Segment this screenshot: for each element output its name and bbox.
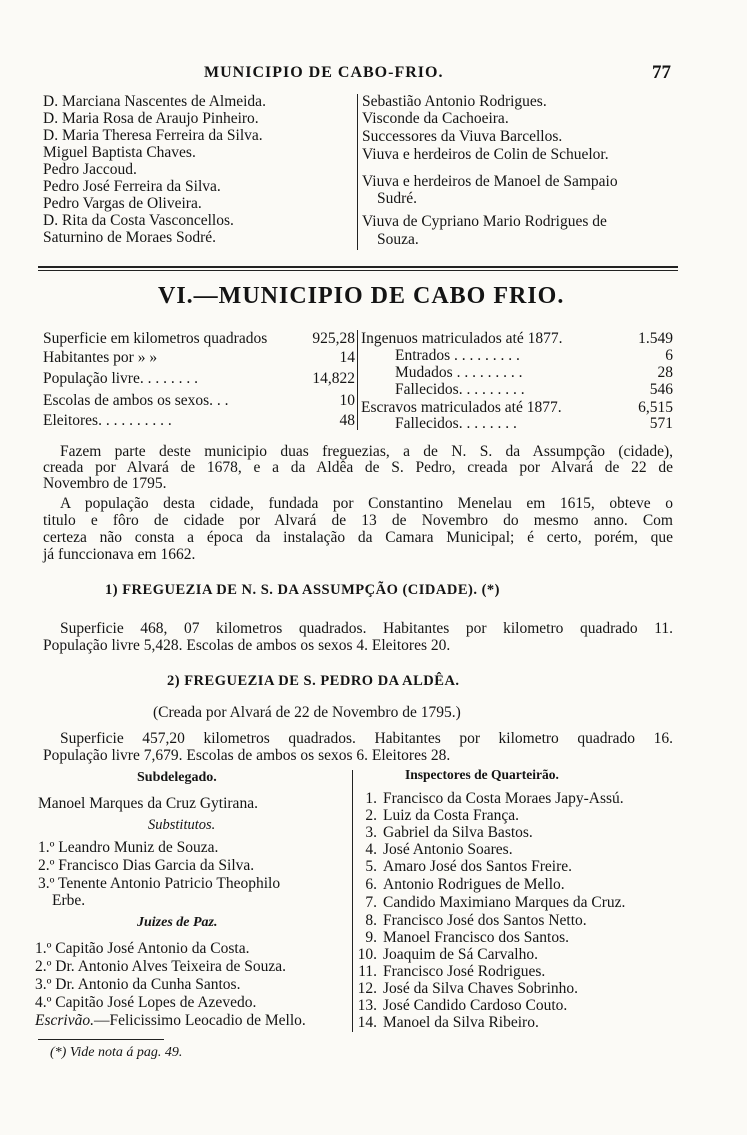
inspector-number: 6. [365, 876, 377, 893]
stat-label: Superficie em kilometros quadrados [43, 330, 268, 347]
inspector-number: 11. [358, 963, 377, 980]
freguezia-1-line: Superficie 468, 07 kilometros quadrados. Habitantes por kilometro quadrado 11. [60, 620, 673, 637]
escrivao-line [35, 1012, 306, 1029]
inspector-name: José Candido Cardoso Couto. [383, 997, 568, 1014]
inspector-name: Candido Maximiano Marques da Cruz. [383, 894, 626, 911]
paragraph-line: Fazem parte deste municipio duas freguezias, a de N. S. da Assumpção (cidade), [60, 443, 673, 460]
inspector-item [355, 807, 519, 824]
stat-row [43, 330, 355, 347]
running-header-title: MUNICIPIO DE CABO-FRIO. [204, 64, 444, 81]
page-number: 77 [652, 62, 671, 83]
inspector-item [355, 841, 513, 858]
subdelegado-name: Manoel Marques da Cruz Gytirana. [38, 795, 258, 812]
footnote-rule [38, 1039, 164, 1040]
stat-row [43, 392, 355, 409]
juiz-item: 3.º Dr. Antonio da Cunha Santos. [35, 976, 241, 993]
inspector-item [355, 929, 569, 946]
stat-value: 10 [339, 392, 355, 409]
inspector-number: 14. [357, 1014, 377, 1031]
stat-value: 14 [339, 349, 355, 366]
list-item: D. Maria Theresa Ferreira da Silva. [43, 127, 263, 144]
freguezia-2-heading: 2) FREGUEZIA DE S. PEDRO DA ALDÊA. [167, 673, 460, 689]
stat-value: 28 [657, 364, 673, 381]
inspector-name: Amaro José dos Santos Freire. [383, 858, 572, 875]
stat-label: Fallecidos. . . . . . . . . [395, 381, 525, 398]
inspector-number: 9. [365, 929, 377, 946]
list-item: Pedro Vargas de Oliveira. [43, 195, 202, 212]
stat-label: Escravos matriculados até 1877. [361, 399, 562, 416]
inspector-number: 2. [365, 807, 377, 824]
list-item: Viuva de Cypriano Mario Rodrigues de [362, 213, 607, 230]
freguezia-1-heading: 1) FREGUEZIA DE N. S. DA ASSUMPÇÃO (CIDADE). (*) [105, 582, 500, 598]
stat-row [395, 415, 673, 432]
freguezia-1-line: População livre 5,428. Escolas de ambos os sexos 4. Eleitores 20. [43, 637, 451, 654]
list-item: D. Rita da Costa Vasconcellos. [43, 212, 234, 229]
inspector-name: Antonio Rodrigues de Mello. [383, 876, 565, 893]
freguezia-2-subheading: (Creada por Alvará de 22 de Novembro de 1795.) [153, 704, 461, 721]
inspector-item [355, 963, 545, 980]
list-item: D. Marciana Nascentes de Almeida. [43, 93, 266, 110]
stat-row [395, 381, 673, 398]
stat-value: 1.549 [638, 330, 673, 347]
escrivao-name: —Felicissimo Leocadio de Mello. [93, 1012, 306, 1029]
inspector-number: 5. [365, 858, 377, 875]
stat-row [43, 370, 355, 387]
inspector-item [355, 876, 565, 893]
paragraph-line: certeza não consta a época da instalação da Camara Municipal; é certo, porém, que [43, 529, 673, 546]
stat-row [43, 412, 355, 429]
inspector-name: Francisco da Costa Moraes Japy-Assú. [383, 790, 624, 807]
substituto-item: 2.º Francisco Dias Garcia da Silva. [38, 857, 255, 874]
stat-label: População livre. . . . . . . . [43, 370, 198, 387]
stat-value: 546 [649, 381, 673, 398]
list-item: Visconde da Cachoeira. [362, 110, 509, 127]
stat-label: Habitantes por » » [43, 349, 158, 366]
inspector-name: José da Silva Chaves Sobrinho. [383, 980, 579, 997]
substituto-item: 1.º Leandro Muniz de Souza. [38, 839, 219, 856]
inspector-number: 13. [357, 997, 377, 1014]
stat-label: Ingenuos matriculados até 1877. [361, 330, 563, 347]
list-item: D. Maria Rosa de Araujo Pinheiro. [43, 110, 259, 127]
inspector-item [355, 824, 533, 841]
inspector-item [355, 894, 625, 911]
juiz-item: 1.º Capitão José Antonio da Costa. [35, 940, 250, 957]
paragraph-line: Novembro de 1795. [43, 475, 167, 492]
stat-row [361, 399, 673, 416]
stat-value: 571 [649, 415, 673, 432]
inspector-name: Gabriel da Silva Bastos. [383, 824, 533, 841]
list-item: Pedro José Ferreira da Silva. [43, 178, 221, 195]
inspector-number: 1. [365, 790, 377, 807]
column-divider [357, 94, 358, 250]
stat-label: Entrados . . . . . . . . . [395, 347, 520, 364]
inspector-number: 10. [357, 946, 377, 963]
inspector-item [355, 1014, 539, 1031]
paragraph-line: já funccionava em 1662. [43, 546, 196, 563]
stat-row [361, 330, 673, 347]
juiz-item: 4.º Capitão José Lopes de Azevedo. [35, 994, 257, 1011]
column-divider [352, 770, 353, 1032]
stat-row [395, 347, 673, 364]
stat-label: Fallecidos. . . . . . . . [395, 415, 517, 432]
section-divider [38, 270, 678, 271]
inspector-number: 12. [357, 980, 377, 997]
footnote: (*) Vide nota á pag. 49. [50, 1045, 183, 1060]
stat-label: Eleitores. . . . . . . . . . [43, 412, 172, 429]
inspectores-heading: Inspectores de Quarteirão. [405, 767, 559, 782]
section-title: VI.—MUNICIPIO DE CABO FRIO. [158, 283, 565, 309]
inspector-number: 4. [365, 841, 377, 858]
section-divider [38, 266, 678, 268]
list-item: Saturnino de Moraes Sodré. [43, 229, 217, 246]
list-item: Souza. [377, 231, 419, 248]
juiz-item: 2.º Dr. Antonio Alves Teixeira de Souza. [35, 958, 286, 975]
inspector-item [355, 946, 538, 963]
inspector-name: Joaquim de Sá Carvalho. [383, 946, 538, 963]
inspector-name: Luiz da Costa França. [383, 807, 520, 824]
paragraph-line: creada por Alvará de 1678, e a da Aldêa de S. Pedro, creada por Alvará de 22 de [43, 459, 673, 476]
paragraph-line: A população desta cidade, fundada por Constantino Menelau em 1615, obteve o [60, 495, 673, 512]
inspector-name: José Antonio Soares. [383, 841, 513, 858]
list-item: Successores da Viuva Barcellos. [362, 128, 563, 145]
list-item: Viuva e herdeiros de Colin de Schuelor. [362, 146, 609, 163]
inspector-number: 3. [365, 824, 377, 841]
inspector-item [355, 980, 578, 997]
column-divider [357, 330, 358, 430]
freguezia-2-line: População livre 7,679. Escolas de ambos os sexos 6. Eleitores 28. [43, 747, 451, 764]
list-item: Sebastião Antonio Rodrigues. [362, 93, 547, 110]
inspector-name: Francisco José Rodrigues. [383, 963, 546, 980]
stat-value: 14,822 [312, 370, 355, 387]
stat-label: Escolas de ambos os sexos. . . [43, 392, 229, 409]
list-item: Viuva e herdeiros de Manoel de Sampaio [362, 173, 618, 190]
list-item: Miguel Baptista Chaves. [43, 144, 196, 161]
substituto-item: 3.º Tenente Antonio Patricio Theophilo [38, 875, 281, 892]
inspector-number: 7. [365, 894, 377, 911]
inspector-name: Manoel Francisco dos Santos. [383, 929, 569, 946]
subdelegado-heading: Subdelegado. [137, 770, 217, 785]
inspector-item [355, 912, 587, 929]
list-item: Pedro Jaccoud. [43, 161, 137, 178]
stat-value: 925,28 [312, 330, 355, 347]
escrivao-label: Escrivão. [35, 1012, 94, 1029]
paragraph-line: titulo e fôro de cidade por Alvará de 13 de Novembro do mesmo anno. Com [43, 512, 673, 529]
stat-value: 6 [665, 347, 673, 364]
inspector-item [355, 997, 567, 1014]
inspector-name: Manoel da Silva Ribeiro. [383, 1014, 539, 1031]
substituto-item: Erbe. [52, 892, 86, 909]
inspector-item [355, 858, 572, 875]
inspector-item [355, 790, 624, 807]
stat-label: Mudados . . . . . . . . . [395, 364, 523, 381]
freguezia-2-line: Superficie 457,20 kilometros quadrados. Habitantes por kilometro quadrado 16. [60, 730, 673, 747]
stat-value: 6,515 [638, 399, 673, 416]
stat-value: 48 [339, 412, 355, 429]
stat-row [43, 349, 355, 366]
stat-row [395, 364, 673, 381]
substitutos-heading: Substitutos. [148, 817, 216, 833]
juizes-heading: Juizes de Paz. [137, 915, 218, 930]
list-item: Sudré. [377, 190, 418, 207]
inspector-name: Francisco José dos Santos Netto. [383, 912, 587, 929]
inspector-number: 8. [365, 912, 377, 929]
